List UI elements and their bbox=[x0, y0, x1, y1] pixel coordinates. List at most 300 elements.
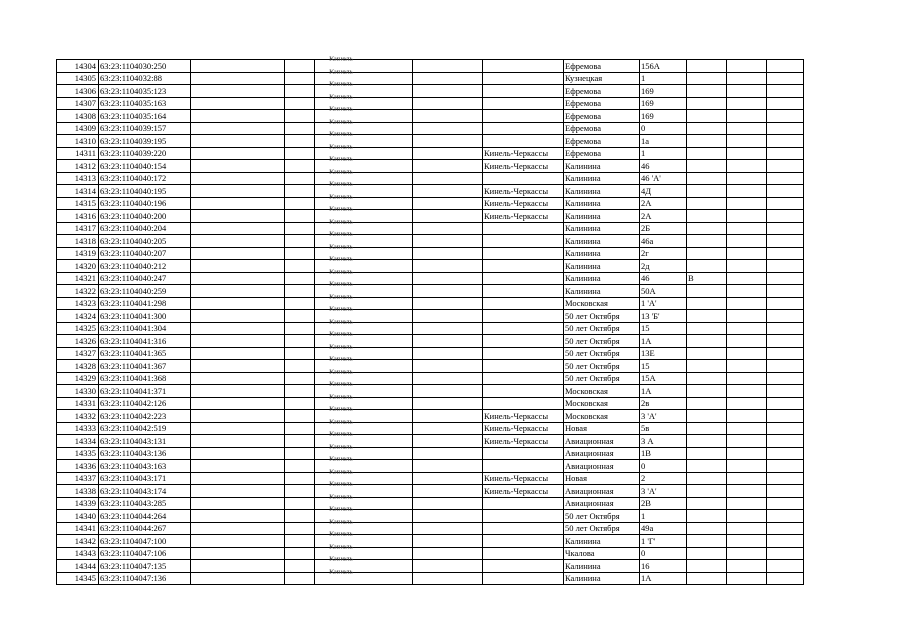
blank-cell bbox=[285, 222, 315, 235]
blank-cell bbox=[191, 222, 285, 235]
house-number-cell: 15 bbox=[640, 360, 687, 373]
blank-cell bbox=[413, 147, 483, 160]
blank-cell bbox=[767, 297, 804, 310]
street-cell: Авиационная bbox=[564, 485, 640, 498]
blank-cell bbox=[285, 72, 315, 85]
blank-cell bbox=[727, 235, 767, 248]
row-number-cell: 14304 bbox=[57, 60, 99, 73]
blank-cell bbox=[413, 210, 483, 223]
blank-cell bbox=[727, 572, 767, 585]
blank-cell bbox=[191, 160, 285, 173]
district-label: Кинель bbox=[329, 467, 353, 475]
blank-cell bbox=[285, 122, 315, 135]
blank-cell bbox=[285, 272, 315, 285]
blank-cell bbox=[413, 110, 483, 123]
blank-cell bbox=[413, 522, 483, 535]
street-cell: Новая bbox=[564, 422, 640, 435]
street-cell: 50 лет Октября bbox=[564, 322, 640, 335]
street-cell: Ефремова bbox=[564, 97, 640, 110]
building-cell bbox=[687, 160, 727, 173]
row-number-cell: 14307 bbox=[57, 97, 99, 110]
settlement-cell: Кинель-Черкассы bbox=[483, 197, 564, 210]
table-row bbox=[57, 572, 804, 585]
table-body bbox=[57, 55, 804, 585]
blank-cell bbox=[767, 260, 804, 273]
row-number-cell: 14335 bbox=[57, 447, 99, 460]
blank-cell bbox=[191, 147, 285, 160]
blank-cell bbox=[767, 422, 804, 435]
blank-cell bbox=[727, 72, 767, 85]
blank-cell bbox=[191, 497, 285, 510]
row-number-cell: 14332 bbox=[57, 410, 99, 423]
table-row bbox=[57, 135, 804, 148]
row-number-cell: 14329 bbox=[57, 372, 99, 385]
blank-cell bbox=[191, 122, 285, 135]
blank-cell bbox=[413, 285, 483, 298]
blank-cell bbox=[285, 485, 315, 498]
district-label: Кинель bbox=[329, 255, 353, 263]
row-number-cell: 14317 bbox=[57, 222, 99, 235]
district-label: Кинель bbox=[329, 280, 353, 288]
blank-cell bbox=[413, 272, 483, 285]
cadastral-number-cell: 63:23:1104040:207 bbox=[99, 247, 191, 260]
district-label: Кинель bbox=[329, 392, 353, 400]
building-cell bbox=[687, 172, 727, 185]
table-row bbox=[57, 60, 804, 73]
blank-cell bbox=[285, 372, 315, 385]
district-label: Кинель bbox=[329, 80, 353, 88]
settlement-cell bbox=[483, 335, 564, 348]
district-label: Кинель bbox=[329, 55, 353, 63]
row-number-cell: 14341 bbox=[57, 522, 99, 535]
blank-cell bbox=[285, 247, 315, 260]
district-label: Кинель bbox=[329, 367, 353, 375]
blank-cell bbox=[191, 185, 285, 198]
blank-cell bbox=[191, 85, 285, 98]
district-label: Кинель bbox=[329, 167, 353, 175]
house-number-cell: 1 'А' bbox=[640, 297, 687, 310]
building-cell bbox=[687, 472, 727, 485]
row-number-cell: 14314 bbox=[57, 185, 99, 198]
blank-cell bbox=[285, 297, 315, 310]
blank-cell bbox=[285, 335, 315, 348]
blank-cell bbox=[191, 97, 285, 110]
row-number-cell: 14309 bbox=[57, 122, 99, 135]
blank-cell bbox=[285, 472, 315, 485]
blank-cell bbox=[413, 197, 483, 210]
house-number-cell: 3 А bbox=[640, 435, 687, 448]
settlement-cell bbox=[483, 285, 564, 298]
blank-cell bbox=[727, 560, 767, 573]
blank-cell bbox=[413, 510, 483, 523]
blank-cell bbox=[285, 210, 315, 223]
house-number-cell: 46 'А' bbox=[640, 172, 687, 185]
table-row bbox=[57, 172, 804, 185]
row-number-cell: 14340 bbox=[57, 510, 99, 523]
blank-cell bbox=[191, 447, 285, 460]
house-number-cell: 50А bbox=[640, 285, 687, 298]
blank-cell bbox=[727, 197, 767, 210]
row-number-cell: 14325 bbox=[57, 322, 99, 335]
table-row bbox=[57, 297, 804, 310]
street-cell: Авиационная bbox=[564, 435, 640, 448]
blank-cell bbox=[767, 347, 804, 360]
street-cell: Кузнецкая bbox=[564, 72, 640, 85]
blank-cell bbox=[727, 472, 767, 485]
table-row bbox=[57, 385, 804, 398]
district-cell bbox=[315, 567, 413, 585]
district-label: Кинель bbox=[329, 542, 353, 550]
house-number-cell: 46 bbox=[640, 272, 687, 285]
building-cell bbox=[687, 497, 727, 510]
blank-cell bbox=[191, 110, 285, 123]
blank-cell bbox=[767, 222, 804, 235]
district-label: Кинель bbox=[329, 567, 353, 575]
blank-cell bbox=[191, 60, 285, 73]
table-row bbox=[57, 160, 804, 173]
blank-cell bbox=[767, 497, 804, 510]
district-label: Кинель bbox=[329, 342, 353, 350]
building-cell bbox=[687, 285, 727, 298]
street-cell: Ефремова bbox=[564, 85, 640, 98]
house-number-cell: 15 bbox=[640, 322, 687, 335]
house-number-cell: 5в bbox=[640, 422, 687, 435]
house-number-cell: 2Б bbox=[640, 222, 687, 235]
row-number-cell: 14345 bbox=[57, 572, 99, 585]
street-cell: Ефремова bbox=[564, 147, 640, 160]
blank-cell bbox=[727, 460, 767, 473]
blank-cell bbox=[727, 497, 767, 510]
table-row bbox=[57, 372, 804, 385]
settlement-cell bbox=[483, 72, 564, 85]
blank-cell bbox=[413, 297, 483, 310]
house-number-cell: 2д bbox=[640, 260, 687, 273]
house-number-cell: 2г bbox=[640, 247, 687, 260]
blank-cell bbox=[727, 535, 767, 548]
blank-cell bbox=[767, 360, 804, 373]
district-label: Кинель bbox=[329, 142, 353, 150]
blank-cell bbox=[767, 97, 804, 110]
building-cell bbox=[687, 385, 727, 398]
blank-cell bbox=[413, 497, 483, 510]
blank-cell bbox=[285, 522, 315, 535]
blank-cell bbox=[727, 97, 767, 110]
blank-cell bbox=[767, 572, 804, 585]
district-label: Кинель bbox=[329, 267, 353, 275]
blank-cell bbox=[191, 272, 285, 285]
blank-cell bbox=[727, 122, 767, 135]
blank-cell bbox=[727, 360, 767, 373]
blank-cell bbox=[191, 135, 285, 148]
house-number-cell: 1 'Г' bbox=[640, 535, 687, 548]
blank-cell bbox=[285, 197, 315, 210]
blank-cell bbox=[191, 422, 285, 435]
table-row bbox=[57, 472, 804, 485]
street-cell: Московская bbox=[564, 297, 640, 310]
table-row bbox=[57, 522, 804, 535]
cadastral-number-cell: 63:23:1104047:136 bbox=[99, 572, 191, 585]
blank-cell bbox=[413, 372, 483, 385]
blank-cell bbox=[767, 185, 804, 198]
row-number-cell: 14342 bbox=[57, 535, 99, 548]
street-cell: Калинина bbox=[564, 197, 640, 210]
blank-cell bbox=[413, 435, 483, 448]
blank-cell bbox=[727, 172, 767, 185]
house-number-cell: 2А bbox=[640, 210, 687, 223]
blank-cell bbox=[727, 372, 767, 385]
blank-cell bbox=[285, 560, 315, 573]
blank-cell bbox=[727, 285, 767, 298]
row-number-cell: 14306 bbox=[57, 85, 99, 98]
row-number-cell: 14338 bbox=[57, 485, 99, 498]
blank-cell bbox=[413, 85, 483, 98]
street-cell: Ефремова bbox=[564, 110, 640, 123]
blank-cell bbox=[191, 410, 285, 423]
blank-cell bbox=[767, 160, 804, 173]
settlement-cell bbox=[483, 522, 564, 535]
cadastral-number-cell: 63:23:1104047:100 bbox=[99, 535, 191, 548]
table-row bbox=[57, 310, 804, 323]
settlement-cell bbox=[483, 297, 564, 310]
house-number-cell: 1А bbox=[640, 572, 687, 585]
blank-cell bbox=[767, 510, 804, 523]
cadastral-table bbox=[56, 55, 804, 585]
blank-cell bbox=[413, 397, 483, 410]
table-row bbox=[57, 335, 804, 348]
district-label: Кинель bbox=[329, 380, 353, 388]
blank-cell bbox=[413, 422, 483, 435]
house-number-cell: 0 bbox=[640, 122, 687, 135]
row-number-cell: 14310 bbox=[57, 135, 99, 148]
street-cell: Ефремова bbox=[564, 135, 640, 148]
blank-cell bbox=[285, 85, 315, 98]
blank-cell bbox=[285, 447, 315, 460]
blank-cell bbox=[727, 310, 767, 323]
settlement-cell bbox=[483, 97, 564, 110]
building-cell bbox=[687, 410, 727, 423]
street-cell: Калинина bbox=[564, 160, 640, 173]
blank-cell bbox=[727, 397, 767, 410]
building-cell bbox=[687, 97, 727, 110]
street-cell: 50 лет Октября bbox=[564, 347, 640, 360]
district-label: Кинель bbox=[329, 242, 353, 250]
blank-cell bbox=[767, 60, 804, 73]
building-cell bbox=[687, 485, 727, 498]
blank-cell bbox=[413, 535, 483, 548]
blank-cell bbox=[767, 460, 804, 473]
row-number-cell: 14337 bbox=[57, 472, 99, 485]
blank-cell bbox=[767, 285, 804, 298]
cadastral-number-cell: 63:23:1104047:106 bbox=[99, 547, 191, 560]
street-cell: Ефремова bbox=[564, 122, 640, 135]
table-row bbox=[57, 122, 804, 135]
building-cell bbox=[687, 372, 727, 385]
blank-cell bbox=[767, 310, 804, 323]
house-number-cell: 1А bbox=[640, 335, 687, 348]
building-cell bbox=[687, 260, 727, 273]
cadastral-number-cell: 63:23:1104040:172 bbox=[99, 172, 191, 185]
house-number-cell: 169 bbox=[640, 97, 687, 110]
building-cell bbox=[687, 447, 727, 460]
blank-cell bbox=[727, 510, 767, 523]
building-cell bbox=[687, 110, 727, 123]
settlement-cell bbox=[483, 135, 564, 148]
table-row bbox=[57, 235, 804, 248]
blank-cell bbox=[767, 397, 804, 410]
blank-cell bbox=[191, 310, 285, 323]
blank-cell bbox=[727, 222, 767, 235]
blank-cell bbox=[191, 260, 285, 273]
building-cell bbox=[687, 235, 727, 248]
house-number-cell: 3 'А' bbox=[640, 410, 687, 423]
district-label: Кинель bbox=[329, 355, 353, 363]
street-cell: 50 лет Октября bbox=[564, 360, 640, 373]
district-label: Кинель bbox=[329, 555, 353, 563]
building-cell bbox=[687, 122, 727, 135]
settlement-cell bbox=[483, 385, 564, 398]
blank-cell bbox=[285, 410, 315, 423]
street-cell: Калинина bbox=[564, 572, 640, 585]
settlement-cell bbox=[483, 497, 564, 510]
blank-cell bbox=[767, 247, 804, 260]
blank-cell bbox=[191, 72, 285, 85]
building-cell bbox=[687, 85, 727, 98]
settlement-cell bbox=[483, 260, 564, 273]
building-cell bbox=[687, 222, 727, 235]
row-number-cell: 14343 bbox=[57, 547, 99, 560]
blank-cell bbox=[285, 147, 315, 160]
cadastral-number-cell: 63:23:1104042:126 bbox=[99, 397, 191, 410]
blank-cell bbox=[727, 422, 767, 435]
row-number-cell: 14326 bbox=[57, 335, 99, 348]
blank-cell bbox=[727, 160, 767, 173]
blank-cell bbox=[413, 222, 483, 235]
blank-cell bbox=[285, 322, 315, 335]
district-label: Кинель bbox=[329, 305, 353, 313]
cadastral-number-cell: 63:23:1104040:212 bbox=[99, 260, 191, 273]
table-row bbox=[57, 360, 804, 373]
building-cell bbox=[687, 347, 727, 360]
cadastral-number-cell: 63:23:1104041:316 bbox=[99, 335, 191, 348]
street-cell: 50 лет Октября bbox=[564, 310, 640, 323]
blank-cell bbox=[727, 322, 767, 335]
settlement-cell: Кинель-Черкассы bbox=[483, 185, 564, 198]
cadastral-number-cell: 63:23:1104047:135 bbox=[99, 560, 191, 573]
district-label: Кинель bbox=[329, 105, 353, 113]
blank-cell bbox=[285, 385, 315, 398]
blank-cell bbox=[767, 122, 804, 135]
building-cell bbox=[687, 422, 727, 435]
blank-cell bbox=[285, 497, 315, 510]
cadastral-number-cell: 63:23:1104040:195 bbox=[99, 185, 191, 198]
blank-cell bbox=[727, 335, 767, 348]
blank-cell bbox=[767, 85, 804, 98]
settlement-cell: Кинель-Черкассы bbox=[483, 422, 564, 435]
table-row bbox=[57, 435, 804, 448]
table-row bbox=[57, 410, 804, 423]
cadastral-number-cell: 63:23:1104040:200 bbox=[99, 210, 191, 223]
building-cell bbox=[687, 560, 727, 573]
blank-cell bbox=[285, 572, 315, 585]
district-label: Кинель bbox=[329, 442, 353, 450]
building-cell bbox=[687, 460, 727, 473]
cadastral-number-cell: 63:23:1104044:267 bbox=[99, 522, 191, 535]
table-row bbox=[57, 210, 804, 223]
blank-cell bbox=[413, 97, 483, 110]
cadastral-number-cell: 63:23:1104043:285 bbox=[99, 497, 191, 510]
row-number-cell: 14318 bbox=[57, 235, 99, 248]
table-row bbox=[57, 460, 804, 473]
street-cell: Ефремова bbox=[564, 60, 640, 73]
row-number-cell: 14320 bbox=[57, 260, 99, 273]
blank-cell bbox=[191, 472, 285, 485]
house-number-cell: 1 bbox=[640, 147, 687, 160]
table-row bbox=[57, 347, 804, 360]
blank-cell bbox=[727, 410, 767, 423]
district-label: Кинель bbox=[329, 205, 353, 213]
blank-cell bbox=[727, 135, 767, 148]
cadastral-number-cell: 63:23:1104043:171 bbox=[99, 472, 191, 485]
row-number-cell: 14308 bbox=[57, 110, 99, 123]
district-label: Кинель bbox=[329, 330, 353, 338]
blank-cell bbox=[191, 285, 285, 298]
blank-cell bbox=[767, 272, 804, 285]
blank-cell bbox=[191, 297, 285, 310]
district-label: Кинель bbox=[329, 155, 353, 163]
settlement-cell bbox=[483, 447, 564, 460]
house-number-cell: 1А bbox=[640, 385, 687, 398]
settlement-cell bbox=[483, 535, 564, 548]
blank-cell bbox=[285, 160, 315, 173]
street-cell: Калинина bbox=[564, 272, 640, 285]
blank-cell bbox=[191, 510, 285, 523]
blank-cell bbox=[767, 547, 804, 560]
blank-cell bbox=[413, 135, 483, 148]
cadastral-number-cell: 63:23:1104030:250 bbox=[99, 60, 191, 73]
house-number-cell: 156А bbox=[640, 60, 687, 73]
table-row bbox=[57, 272, 804, 285]
blank-cell bbox=[413, 447, 483, 460]
house-number-cell: 1 bbox=[640, 510, 687, 523]
street-cell: Калинина bbox=[564, 260, 640, 273]
blank-cell bbox=[767, 72, 804, 85]
cadastral-number-cell: 63:23:1104042:223 bbox=[99, 410, 191, 423]
district-label: Кинель bbox=[329, 117, 353, 125]
blank-cell bbox=[727, 347, 767, 360]
blank-cell bbox=[413, 460, 483, 473]
street-cell: Авиационная bbox=[564, 447, 640, 460]
row-number-cell: 14328 bbox=[57, 360, 99, 373]
building-cell bbox=[687, 522, 727, 535]
table-row bbox=[57, 285, 804, 298]
street-cell: Калинина bbox=[564, 285, 640, 298]
blank-cell bbox=[727, 547, 767, 560]
settlement-cell: Кинель-Черкассы bbox=[483, 410, 564, 423]
house-number-cell: 0 bbox=[640, 547, 687, 560]
row-number-cell: 14315 bbox=[57, 197, 99, 210]
settlement-cell: Кинель-Черкассы bbox=[483, 485, 564, 498]
row-number-cell: 14321 bbox=[57, 272, 99, 285]
house-number-cell: 0 bbox=[640, 460, 687, 473]
cadastral-number-cell: 63:23:1104042:519 bbox=[99, 422, 191, 435]
blank-cell bbox=[413, 260, 483, 273]
cadastral-number-cell: 63:23:1104039:157 bbox=[99, 122, 191, 135]
blank-cell bbox=[727, 210, 767, 223]
settlement-cell bbox=[483, 272, 564, 285]
cadastral-number-cell: 63:23:1104043:131 bbox=[99, 435, 191, 448]
building-cell bbox=[687, 60, 727, 73]
row-number-cell: 14322 bbox=[57, 285, 99, 298]
